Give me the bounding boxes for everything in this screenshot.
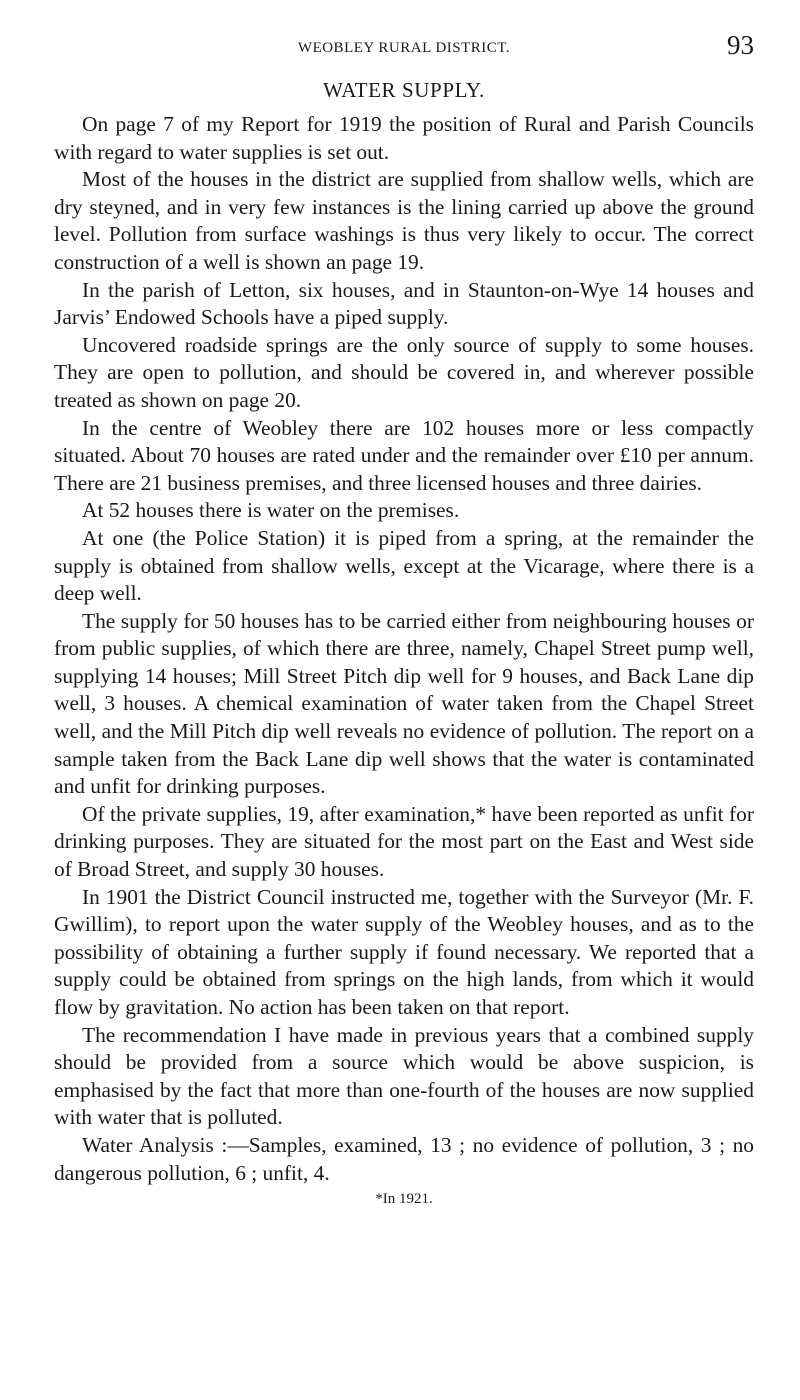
paragraph-weobley-centre: In the centre of Weobley there are 102 houses more or less compactly situated. About 70 houses are rated under and the remainder over £10 per annum. There are 21 business premises, and three licensed houses and three dairies.	[54, 415, 754, 495]
footnote: *In 1921.	[375, 1191, 433, 1208]
paragraph-1901-report: In 1901 the District Council instructed me, together with the Surveyor (Mr. F. Gwillim), to report upon the water supply of the Weobley houses, and as to the possibility of obtaining a further supply if found necessary. We reported that a supply could be obtained from springs on the high lands, from which it would flow by gravitation. No action has been taken on that report.	[54, 884, 754, 1019]
paragraph-page-7-report: On page 7 of my Report for 1919 the position of Rural and Parish Councils with regard to water supplies is set out.	[54, 112, 754, 164]
paragraph-roadside-springs: Uncovered roadside springs are the only source of supply to some houses. They are open to pollution, and should be covered in, and wherever possible treated as shown on page 20.	[54, 332, 754, 412]
document-page	[54, 30, 754, 1208]
running-head-title: WEOBLEY RURAL DISTRICT.	[297, 40, 511, 56]
paragraph-water-on-premises: At 52 houses there is water on the premises.	[82, 498, 460, 523]
paragraph-police-station: At one (the Police Station) it is piped from a spring, at the remainder the supply is obtained from shallow wells, except at the Vicarage, where there is a deep well.	[54, 525, 754, 606]
paragraph-public-supplies: The supply for 50 houses has to be carried either from neighbouring houses or from public supplies, of which there are three, namely, Chapel Street pump well, supplying 14 houses; Mill Street Pitch dip well for 9 houses, and Back Lane dip well, 3 houses. A chemical examination of water taken from the Chapel Street well, and the Mill Pitch dip well reveals no evidence of pollution. The report on a sample taken from the Back Lane dip well shows that the water is contaminated and unfit for drinking purposes.	[54, 608, 754, 799]
paragraph-shallow-wells: Most of the houses in the district are supplied from shallow wells, which are dry steyned, and in very few instances is the lining carried up above the ground level. Pollution from surface washings is thus very likely to occur. The correct construction of a well is shown an page 19.	[54, 167, 754, 274]
body-text	[54, 111, 754, 1187]
section-title: WATER SUPPLY.	[323, 78, 485, 102]
paragraph-water-analysis: Water Analysis :—Samples, examined, 13 ; no evidence of pollution, 3 ; no dangerous pollution, 6 ; unfit, 4.	[54, 1132, 754, 1185]
paragraph-private-supplies: Of the private supplies, 19, after examination,* have been reported as unfit for drinking purposes. They are situated for the most part on the East and West side of Broad Street, and supply 30 houses.	[54, 801, 754, 882]
paragraph-recommendation: The recommendation I have made in previous years that a combined supply should be provided from a source which would be above suspicion, is emphasised by the fact that more than one-fourth of the houses are now supplied with water that is polluted.	[54, 1022, 754, 1130]
paragraph-letton: In the parish of Letton, six houses, and in Staunton-on-Wye 14 houses and Jarvis’ Endowed Schools have a piped supply.	[54, 277, 754, 330]
page-number: 93	[727, 30, 754, 60]
running-head	[54, 30, 754, 64]
